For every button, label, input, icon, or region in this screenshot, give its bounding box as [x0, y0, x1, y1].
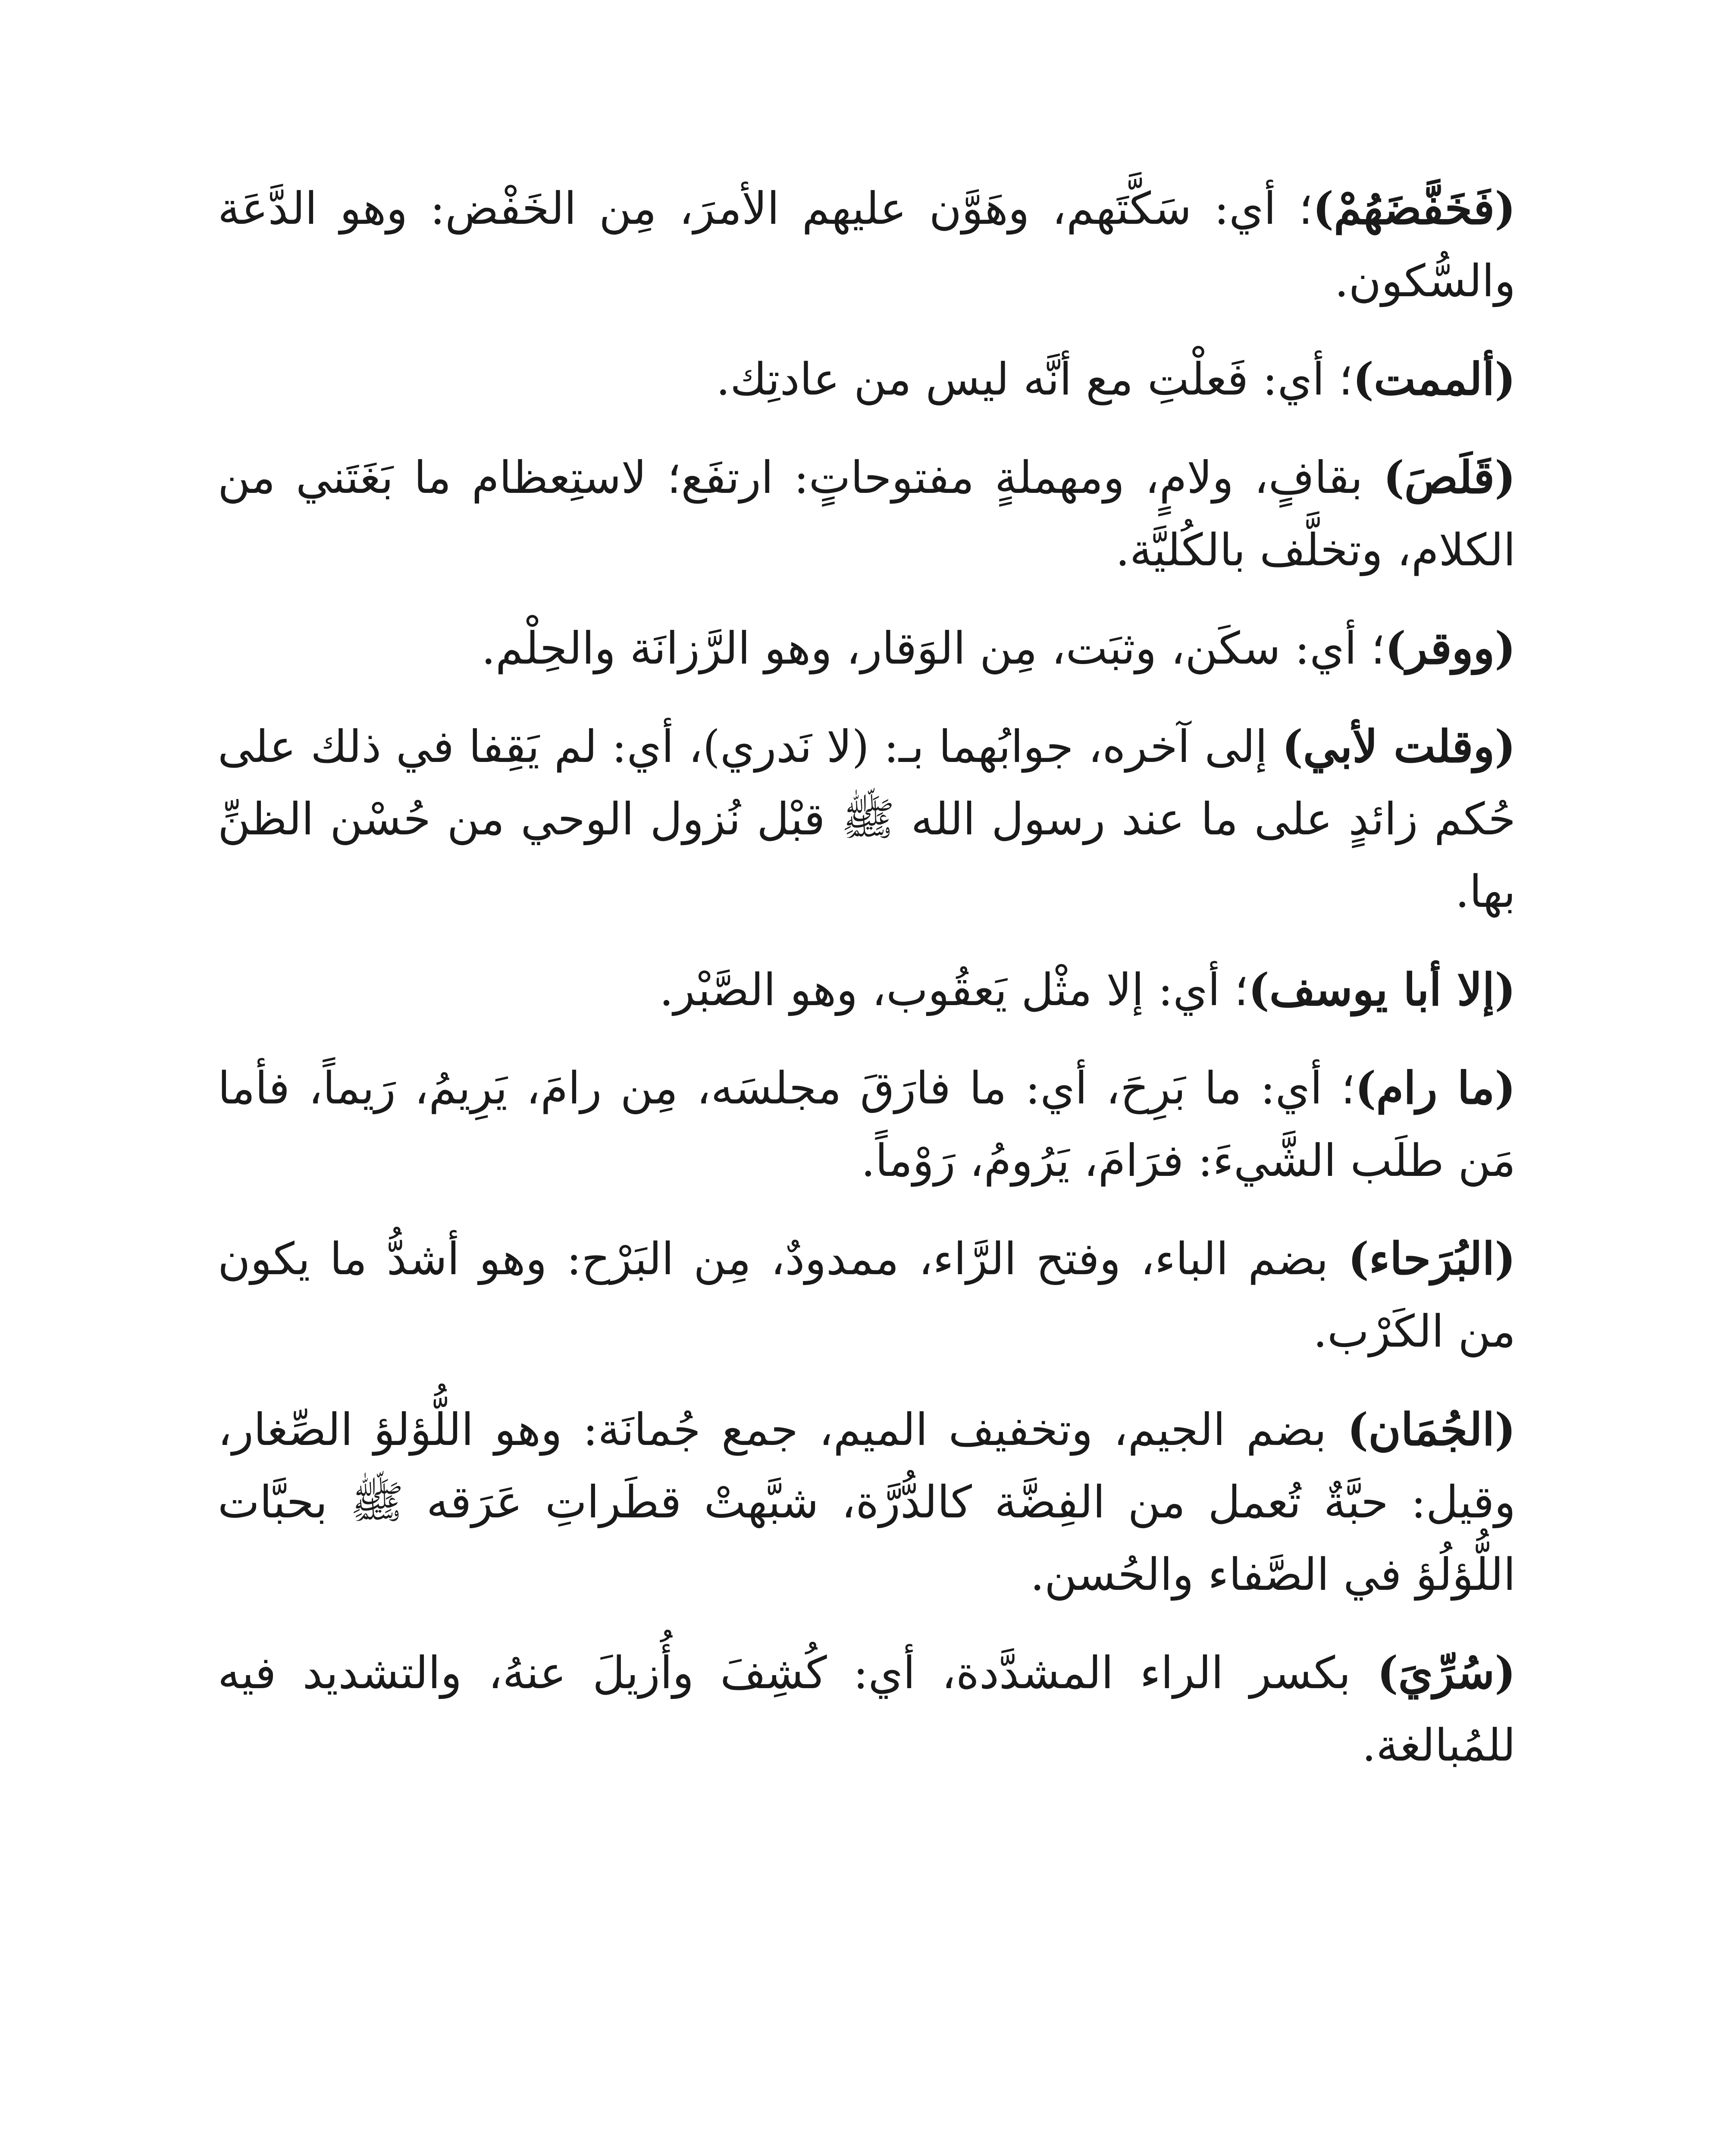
entry-surriya: [218, 1637, 1516, 1782]
entry-text: إلى آخره، جوابُهما بـ: (لا نَدري)، أي: لم يَقِفا في ذلك على حُكم زائدٍ على ما عند رسول الله ﷺ قبْل نُزول الوحي من حُسْن الظنِّ بها.: [218, 721, 1516, 918]
entry-text: ؛ أي: فَعلْتِ مع أنَّه ليس من عادتِك.: [716, 354, 1353, 405]
entry-text: بضم الجيم، وتخفيف الميم، جمع جُمانَة: وهو اللُّؤلؤ الصِّغار، وقيل: حبَّةٌ تُعمل من الفِضَّة كالدُّرَّة، شبَّهتْ قطَراتِ عَرَقه ﷺ بحبَّات اللُّؤلُؤ في الصَّفاء والحُسن.: [218, 1404, 1516, 1601]
entry-juman: [218, 1394, 1516, 1611]
entry-waqara: [218, 612, 1516, 685]
entry-term: (ما رام): [1355, 1062, 1516, 1114]
entry-text: ؛ أي: سكَن، وثبَت، مِن الوَقار، وهو الرَّزانَة والحِلْم.: [481, 623, 1385, 674]
entry-term: (إلا أبا يوسف): [1248, 964, 1516, 1016]
entry-term: (ألممت): [1353, 353, 1516, 405]
entry-alamamti: [218, 343, 1516, 416]
entry-abu-yusuf: [218, 954, 1516, 1026]
entry-text: ؛ أي: ما بَرِحَ، أي: ما فارَقَ مجلسَه، مِن رامَ، يَرِيمُ، رَيماً، فأما مَن طلَب الشَّيءَ: فرَامَ، يَرُومُ، رَوْماً.: [218, 1062, 1516, 1187]
entry-qalasa: [218, 442, 1516, 586]
entry-qultu-li-abi: [218, 711, 1516, 928]
entry-ma-rama: [218, 1052, 1516, 1197]
entry-term: (ووقر): [1385, 622, 1516, 674]
entry-khaffadahum: [218, 172, 1516, 317]
entry-term: (سُرِّيَ): [1377, 1647, 1516, 1699]
entry-term: (قَلَصَ): [1383, 451, 1516, 504]
entry-text: بقافٍ، ولامٍ، ومهملةٍ مفتوحاتٍ: ارتفَع؛ لاستِعظام ما بَغَتَني من الكلام، وتخلَّف بالكُليَّة.: [218, 452, 1516, 576]
entry-term: (فَخَفَّضَهُمْ): [1313, 182, 1516, 235]
entry-term: (البُرَحاء): [1348, 1233, 1516, 1285]
entry-term: (الجُمَان): [1347, 1404, 1516, 1456]
entry-burahaa: [218, 1223, 1516, 1368]
page-body: [218, 172, 1516, 2156]
entry-text: بكسر الراء المشدَّدة، أي: كُشِفَ وأُزيلَ عنهُ، والتشديد فيه للمُبالغة.: [218, 1647, 1516, 1771]
entry-text: بضم الباء، وفتح الرَّاء، ممدودٌ، مِن البَرْح: وهو أشدُّ ما يكون من الكَرْب.: [218, 1233, 1516, 1357]
entry-term: (وقلت لأبي): [1282, 721, 1516, 773]
entry-text: ؛ أي: سَكَّتَهم، وهَوَّن عليهم الأمرَ، مِن الخَفْض: وهو الدَّعَة والسُّكون.: [218, 183, 1516, 307]
entry-text: ؛ أي: إلا مثْل يَعقُوب، وهو الصَّبْر.: [659, 964, 1248, 1016]
